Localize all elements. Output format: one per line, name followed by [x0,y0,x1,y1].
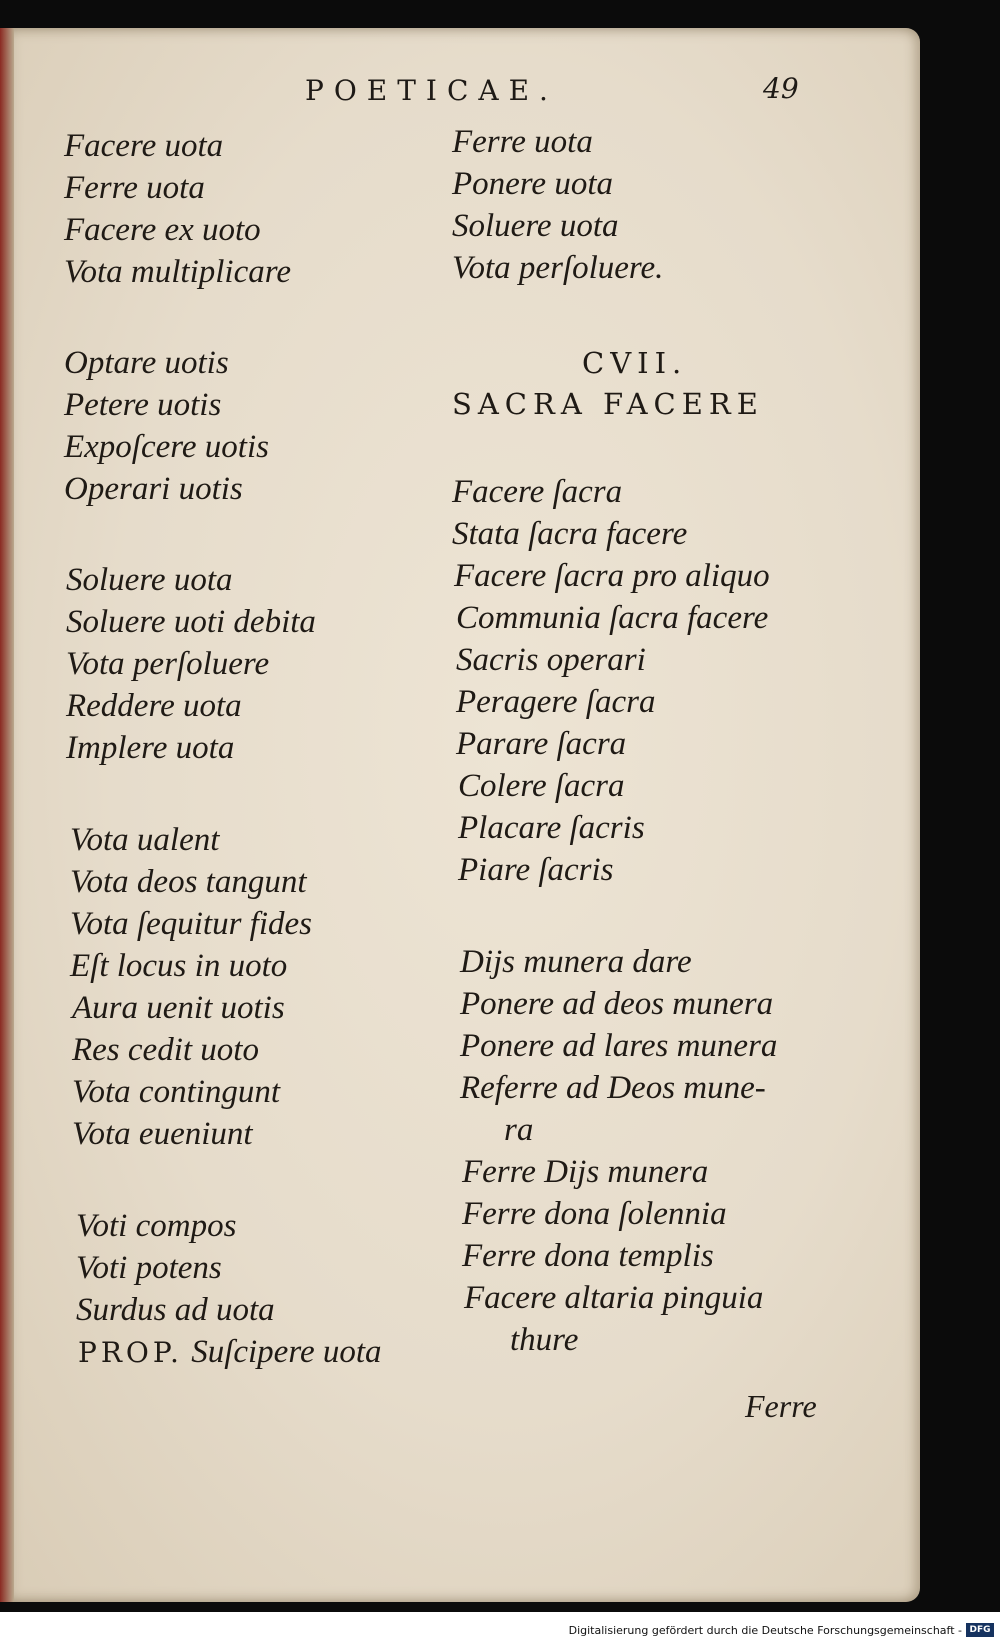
left-entry: Vota ſequitur fides [70,906,312,942]
right-entry: Placare ſacris [458,810,645,846]
prop-text: Suſcipere uota [191,1334,382,1370]
right-entry: Ferre uota [452,124,593,160]
right-entry: ra [504,1112,534,1148]
page-number: 49 [763,72,799,105]
right-entry: Peragere ſacra [456,684,656,720]
right-entry: Colere ſacra [458,768,625,804]
right-entry: Referre ad Deos mune- [460,1070,766,1106]
left-entry: Implere uota [66,730,235,766]
catchword: Ferre [745,1388,817,1424]
footer [0,1612,1000,1646]
left-entry: Vota perſoluere [66,646,270,682]
left-entry: Facere uota [64,128,224,164]
left-entry: Reddere uota [66,688,242,724]
right-entry: Facere ſacra pro aliquo [454,558,770,594]
right-entry: Communia ſacra facere [456,600,769,636]
footer-credit: Digitalisierung gefördert durch die Deutsche Forschungsgemeinschaft - [568,1624,962,1637]
left-entry: Soluere uota [66,562,233,598]
left-entry: Res cedit uoto [72,1032,259,1068]
section-number: CVII. [582,346,688,380]
right-entry: Facere ſacra [452,474,623,510]
right-entry: Ferre dona ſolennia [462,1196,727,1232]
left-entry: Surdus ad uota [76,1292,275,1328]
right-entry: Ponere ad deos munera [460,986,774,1022]
page-edge [0,28,14,1602]
left-entry: Eſt locus in uoto [70,948,288,984]
right-entry: Facere altaria pinguia [464,1280,764,1316]
prop-label: PROP. [78,1336,183,1369]
left-entry: Voti potens [76,1250,222,1286]
right-entry: Vota perſoluere. [452,250,664,286]
left-entry: Petere uotis [64,387,222,423]
left-entry: Optare uotis [64,345,229,381]
right-entry: Piare ſacris [458,852,614,888]
right-entry: Ferre dona templis [462,1238,714,1274]
left-entry: Vota contingunt [72,1074,281,1110]
dfg-logo: DFG [966,1623,994,1637]
right-entry: Stata ſacra facere [452,516,688,552]
right-entry: Parare ſacra [456,726,627,762]
left-entry: Expoſcere uotis [64,429,269,465]
left-entry: Soluere uoti debita [66,604,316,640]
section-title: SACRA FACERE [452,387,764,421]
left-entry: Aura uenit uotis [72,990,285,1026]
left-entry: Vota eueniunt [72,1116,253,1152]
left-entry: Facere ex uoto [64,212,261,248]
left-entry: Vota ualent [70,822,220,858]
running-header: POETICAE. [305,74,558,107]
right-entry: Sacris operari [456,642,646,678]
right-entry: Ponere uota [452,166,613,202]
right-entry: thure [510,1322,579,1358]
left-entry: Operari uotis [64,471,243,507]
right-entry: Ferre Dijs munera [462,1154,709,1190]
prop-entry [78,1334,382,1371]
left-entry: Vota deos tangunt [70,864,307,900]
left-entry: Voti compos [76,1208,237,1244]
left-entry: Ferre uota [64,170,205,206]
right-entry: Soluere uota [452,208,619,244]
left-entry: Vota multiplicare [64,254,292,290]
right-entry: Ponere ad lares munera [460,1028,778,1064]
right-entry: Dijs munera dare [460,944,692,980]
